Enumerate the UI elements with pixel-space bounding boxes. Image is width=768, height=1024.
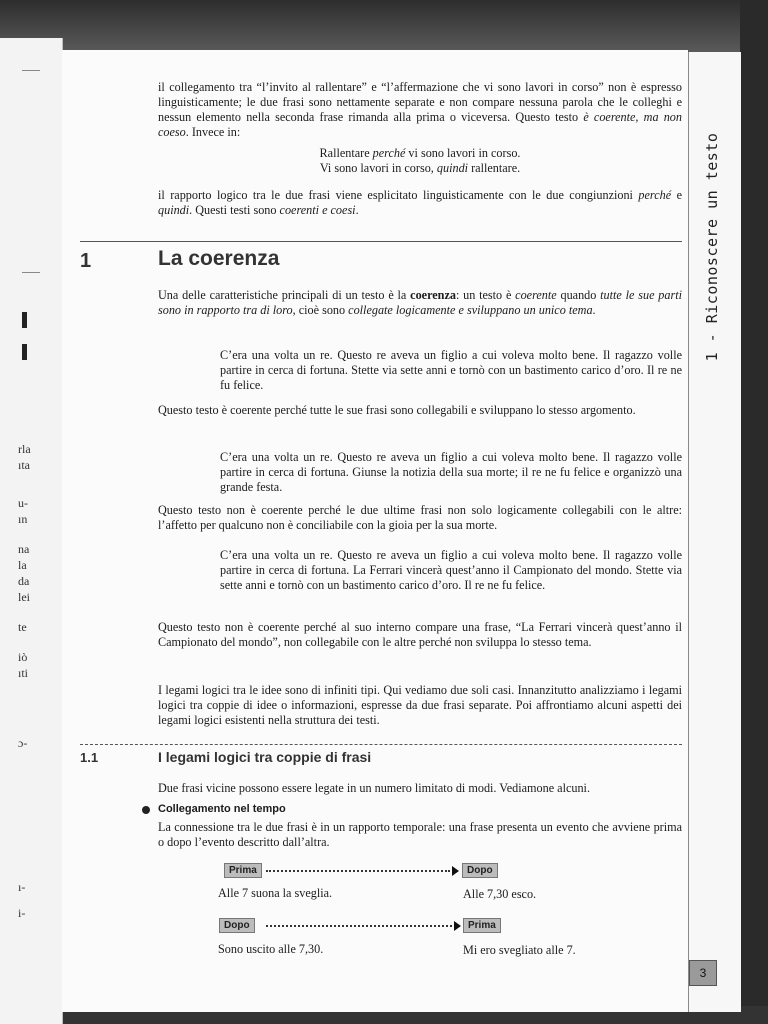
page-fragment: rla (18, 442, 31, 456)
example-sentence: Rallentare perché vi sono lavori in corso. (319, 146, 521, 160)
dotted-connector (266, 925, 452, 927)
page-fragment: te (18, 620, 27, 634)
page-fragment: da (18, 574, 30, 588)
page-fragment: na (18, 542, 30, 556)
subsection-divider (80, 744, 682, 745)
page-fragment: ıti (18, 666, 29, 680)
page-fragment: ın (18, 512, 28, 526)
tag-dopo: Dopo (462, 863, 498, 878)
bullet-heading: Collegamento nel tempo (158, 803, 286, 815)
scan-top-border (0, 0, 768, 52)
example-text: C’era una volta un re. Questo re aveva un figlio a cui voleva molto bene. Il ragazzo volle partire in cerca di fortuna. Giunse la notizia della sua morte; il re ne fu felice e organizzò una grande festa. (220, 450, 682, 494)
dotted-connector (266, 870, 450, 872)
comment-paragraph: Questo testo è coerente perché tutte le sue frasi sono collegabili e sviluppano lo stesso argomento. (158, 403, 636, 417)
section-number: 1 (80, 250, 92, 272)
margin-dash (22, 70, 40, 71)
definition-paragraph: Una delle caratteristiche principali di un testo è la coerenza: un testo è coerente quando tutte le sue parti sono in rapporto tra di loro, cioè sono collegate logicamente e sviluppano un unico tema. (158, 288, 682, 317)
arrow-right-icon (452, 866, 459, 876)
timeline-sentence: Alle 7 suona la sveglia. (218, 886, 333, 900)
page-fragment: ɔ- (18, 736, 28, 750)
page-fragment: la (18, 558, 27, 572)
timeline-sentence: Mi ero svegliato alle 7. (463, 943, 576, 957)
scan-right-border (740, 0, 768, 1024)
closing-paragraph: I legami logici tra le idee sono di infiniti tipi. Qui vediamo due soli casi. Innanzitutto analizziamo i legami logici tra coppie di idee o informazioni, espresse da due frasi separate. Poi affrontiamo alcuni aspetti dei legami logici esistenti nella struttura dei testi. (158, 683, 682, 727)
adjacent-page-edge (0, 38, 63, 1024)
timeline-sentence: Alle 7,30 esco. (463, 887, 537, 901)
margin-mark (22, 312, 27, 328)
example-text: C’era una volta un re. Questo re aveva un figlio a cui voleva molto bene. Il ragazzo volle partire in cerca di fortuna. La Ferrari vincerà quest’anno il Campionato del mondo. Stette via sette anni e tornò con un bastimento carico d’oro. Il re ne fu felice. (220, 548, 682, 592)
chapter-tab (689, 102, 735, 392)
page-fragment: u- (18, 496, 28, 510)
example-sentence: Vi sono lavori in corso, quindi rallentare. (319, 161, 521, 175)
subsection-intro: Due frasi vicine possono essere legate in un numero limitato di modi. Vediamone alcuni. (158, 781, 590, 795)
chapter-tab-label: 1 - Riconoscere un testo (703, 132, 721, 362)
margin-mark (22, 344, 27, 360)
page-fragment: iò (18, 650, 28, 664)
section-title: La coerenza (158, 247, 280, 270)
comment-paragraph: Questo testo non è coerente perché al suo interno compare una frase, “La Ferrari vincerà quest’anno il Campionato del mondo”, non collegabile con le altre perché non sviluppa lo stesso tema. (158, 620, 682, 649)
page-fragment: ıta (18, 458, 30, 472)
margin-dash (22, 272, 40, 273)
intro-paragraph: il rapporto logico tra le due frasi viene esplicitato linguisticamente con le due congiunzioni perché e quindi. Questi testi sono coerenti e coesi. (158, 188, 682, 217)
bullet-icon (142, 806, 150, 814)
subsection-title: I legami logici tra coppie di frasi (158, 749, 372, 765)
timeline-sentence: Sono uscito alle 7,30. (218, 942, 324, 956)
bullet-text: La connessione tra le due frasi è in un rapporto temporale: una frase presenta un evento che avviene prima o dopo l’evento descritto dall’altra. (158, 820, 682, 849)
example-text: C’era una volta un re. Questo re aveva un figlio a cui voleva molto bene. Il ragazzo volle partire in cerca di fortuna. Stette via sette anni e tornò con un bastimento carico d’oro. Il re ne fu felice. (220, 348, 682, 392)
section-divider (80, 241, 682, 242)
comment-paragraph: Questo testo non è coerente perché le due ultime frasi non solo logicamente collegabili con le altre: l’affetto per qualcuno non è conciliabile con la gioia per la sua morte. (158, 503, 682, 532)
tag-dopo: Dopo (219, 918, 255, 933)
page-fragment: i- (18, 906, 26, 920)
subsection-number: 1.1 (80, 750, 99, 765)
tag-prima: Prima (224, 863, 262, 878)
arrow-right-icon (454, 921, 461, 931)
page-number: 3 (689, 960, 717, 986)
tag-prima: Prima (463, 918, 501, 933)
chapter-sidebar (688, 52, 741, 1012)
intro-paragraph: il collegamento tra “l’invito al rallentare” e “l’affermazione che vi sono lavori in corso” non è espresso linguisticamente; le due frasi sono nettamente separate e non compare nessuna parola che le colleghi e nessun elemento nella seconda frase rimanda alla prima o viceversa. Questo testo è coerente, ma non coeso. Invece in: (158, 80, 682, 139)
page-fragment: lei (18, 590, 30, 604)
page-fragment: ı- (18, 880, 26, 894)
